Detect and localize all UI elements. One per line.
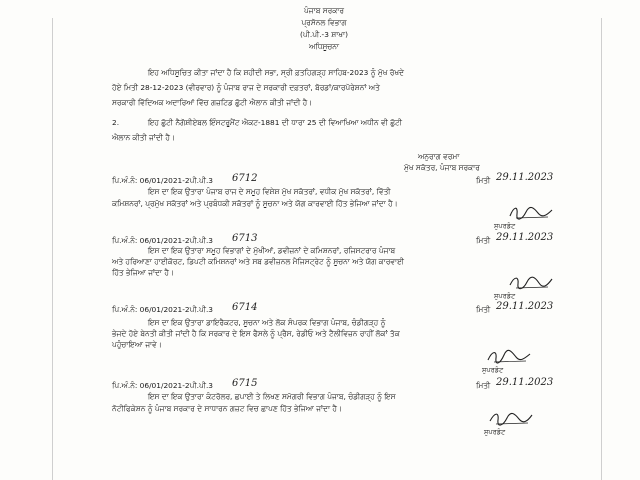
endorsement-3-date-label: ਮਿਤੀ [476,305,491,314]
para1-line2: ਹੋਏ ਮਿਤੀ 28-12-2023 (ਵੀਰਵਾਰ) ਨੂੰ ਪੰਜਾਬ ਰਾਜ ਦੇ ਸਰਕਾਰੀ ਦਫ਼ਤਰਾਂ, ਬੋਰਡਾਂ/ਕਾਰਪੋਰੇਸ਼ਨਾਂ ਅਤੇ [112,83,380,92]
header-department: ਪ੍ਰਸੋਨਲ ਵਿਭਾਗ [301,18,347,27]
endorsement-2-date: 29.11.2023 [496,232,554,243]
endorsement-1-date-label: ਮਿਤੀ [476,176,491,185]
endorsement-3-line1: ਇਸ ਦਾ ਇਕ ਉਤਾਰਾ ਡਾਇਰੈਕਟਰ, ਸੂਚਨਾ ਅਤੇ ਲੋਕ ਸੰਪਰਕ ਵਿਭਾਗ ਪੰਜਾਬ, ਚੰਡੀਗੜ੍ਹ ਨੂੰ [148,318,386,327]
endorsement-4-line2: ਨੋਟੀਫਿਕੇਸ਼ਨ ਨੂੰ ਪੰਜਾਬ ਸਰਕਾਰ ਦੇ ਸਾਧਾਰਨ ਗਜ਼ਟ ਵਿਚ ਛਾਪਣ ਹਿੱਤ ਭੇਜਿਆ ਜਾਂਦਾ ਹੈ। [112,404,342,413]
endorsement-4-date-label: ਮਿਤੀ [476,381,491,390]
endorsement-3-line3: ਪਹੁੰਚਾਇਆ ਜਾਵੇ। [112,340,162,349]
endorsement-2-date-label: ਮਿਤੀ [476,236,491,245]
endorsement-4-sign-label: ਸੁਪਰਡੰਟ [484,428,506,436]
endorsement-3-ref-no: 6714 [232,302,258,313]
header-government: ਪੰਜਾਬ ਸਰਕਾਰ [304,6,344,15]
endorsement-1-line1: ਇਸ ਦਾ ਇਕ ਉਤਾਰਾ ਪੰਜਾਬ ਰਾਜ ਦੇ ਸਮੂਹ ਵਿਸ਼ੇਸ਼ ਮੁੱਖ ਸਕੱਤਰਾਂ, ਵਧੀਕ ਮੁੱਖ ਸਕੱਤਰਾਂ, ਵਿੱਤੀ [148,187,391,196]
endorsement-4-ref: ਪਿ.ਅੰ.ਨੰ: 06/01/2021-2ਪੀ.ਪੀ.3 [112,381,214,390]
endorsement-3-line2: ਭੇਜਦੇ ਹੋਏ ਬੇਨਤੀ ਕੀਤੀ ਜਾਂਦੀ ਹੈ ਕਿ ਸਰਕਾਰ ਦੇ ਇਸ ਫੈਸਲੇ ਨੂੰ ਪ੍ਰੈਸ, ਰੇਡੀਓ ਅਤੇ ਟੈਲੀਵਿਜ਼ਨ ਰਾਹੀਂ ਲੋਕਾਂ ਤੱਕ [112,329,400,338]
endorsement-4-date: 29.11.2023 [496,377,554,388]
endorsement-3-ref: ਪਿ.ਅੰ.ਨੰ: 06/01/2021-2ਪੀ.ਪੀ.3 [112,305,214,314]
endorsement-2-line3: ਹਿੱਤ ਭੇਜਿਆ ਜਾਂਦਾ ਹੈ। [112,268,174,277]
endorsement-4-line1: ਇਸ ਦਾ ਇਕ ਉਤਾਰਾ ਕੰਟਰੋਲਰ, ਛਪਾਈ ਤੇ ਲਿਖਣ ਸਮੱਗਰੀ ਵਿਭਾਗ ਪੰਜਾਬ, ਚੰਡੀਗੜ੍ਹ ਨੂੰ ਇਸ [148,392,396,401]
header-notification: ਅਧਿਸੂਚਨਾ [308,42,340,51]
para2-number: 2. [112,118,120,127]
para2-line1: ਇਹ ਛੁੱਟੀ ਨੈਗੋਸ਼ੀਏਬਲ ਇੰਸਟਰੂਮੈਂਟ ਐਕਟ-1881 ਦੀ ਧਾਰਾ 25 ਦੀ ਵਿਆਖਿਆ ਅਧੀਨ ਵੀ ਛੁੱਟੀ [148,118,403,127]
header-branch: (ਪੀ.ਪੀ.-3 ਸ਼ਾਖਾ) [299,30,348,39]
endorsement-1-date: 29.11.2023 [496,172,554,183]
endorsement-2-ref: ਪਿ.ਅੰ.ਨੰ: 06/01/2021-2ਪੀ.ਪੀ.3 [112,236,214,245]
endorsement-1-ref-no: 6712 [232,173,258,184]
endorsement-2-signature [508,274,554,292]
endorsement-2-line1: ਇਸ ਦਾ ਇਕ ਉਤਾਰਾ ਸਮੂਹ ਵਿਭਾਗਾਂ ਦੇ ਮੁੱਖੀਆਂ, ਡਵੀਜ਼ਨਾਂ ਦੇ ਕਮਿਸ਼ਨਰਾਂ, ਰਜਿਸਟਰਾਰ ਪੰਜਾਬ [148,246,396,255]
signatory-name: ਅਨੁਰਾਗ ਵਰਮਾ [418,152,460,161]
endorsement-2-ref-no: 6713 [232,233,258,244]
endorsement-1-signature [508,204,554,222]
endorsement-3-signature [486,348,532,366]
para1-line3: ਸਰਕਾਰੀ ਵਿੱਦਿਅਕ ਅਦਾਰਿਆਂ ਵਿੱਚ ਗਜ਼ਟਿਡ ਛੁੱਟੀ ਐਲਾਨ ਕੀਤੀ ਜਾਂਦੀ ਹੈ। [112,98,313,107]
signatory-designation: ਮੁੱਖ ਸਕੱਤਰ, ਪੰਜਾਬ ਸਰਕਾਰ [404,163,480,172]
para1-line1: ਇਹ ਅਧਿਸੂਚਿਤ ਕੀਤਾ ਜਾਂਦਾ ਹੈ ਕਿ ਸ਼ਹੀਦੀ ਸਭਾ, ਸ੍ਰੀ ਫ਼ਤਹਿਗੜ੍ਹ ਸਾਹਿਬ-2023 ਨੂੰ ਮੁੱਖ ਰੱਖਦੇ [148,68,404,77]
endorsement-4-ref-no: 6715 [232,378,258,389]
endorsement-2-sign-label: ਸੁਪਰਡੰਟ [494,292,516,300]
endorsement-4-signature [488,410,534,428]
endorsement-1-sign-label: ਸੁਪਰਡੰਟ [494,222,516,230]
endorsement-2-line2: ਅਤੇ ਹਰਿਆਣਾ ਹਾਈਕੋਰਟ, ਡਿਪਟੀ ਕਮਿਸ਼ਨਰਾਂ ਅਤੇ ਸਬ ਡਵੀਜ਼ਨਲ ਮੈਜਿਸਟ੍ਰੇਟ ਨੂੰ ਸੂਚਨਾ ਅਤੇ ਯੋਗ ਕਾਰਵਾਈ [112,257,404,266]
endorsement-1-line2: ਕਮਿਸ਼ਨਰਾਂ, ਪ੍ਰਮੁੱਖ ਸਕੱਤਰਾਂ ਅਤੇ ਪ੍ਰਬੰਧਕੀ ਸਕੱਤਰਾਂ ਨੂੰ ਸੂਚਨਾ ਅਤੇ ਯੋਗ ਕਾਰਵਾਈ ਹਿੱਤ ਭੇਜਿਆ ਜਾਂਦਾ ਹੈ। [112,199,398,208]
endorsement-3-sign-label: ਸੁਪਰਡੰਟ [482,366,504,374]
endorsement-3-date: 29.11.2023 [496,301,554,312]
endorsement-1-ref: ਪਿ.ਅੰ.ਨੰ: 06/01/2021-2ਪੀ.ਪੀ.3 [112,176,214,185]
para2-line2: ਐਲਾਨ ਕੀਤੀ ਜਾਂਦੀ ਹੈ। [112,133,175,142]
